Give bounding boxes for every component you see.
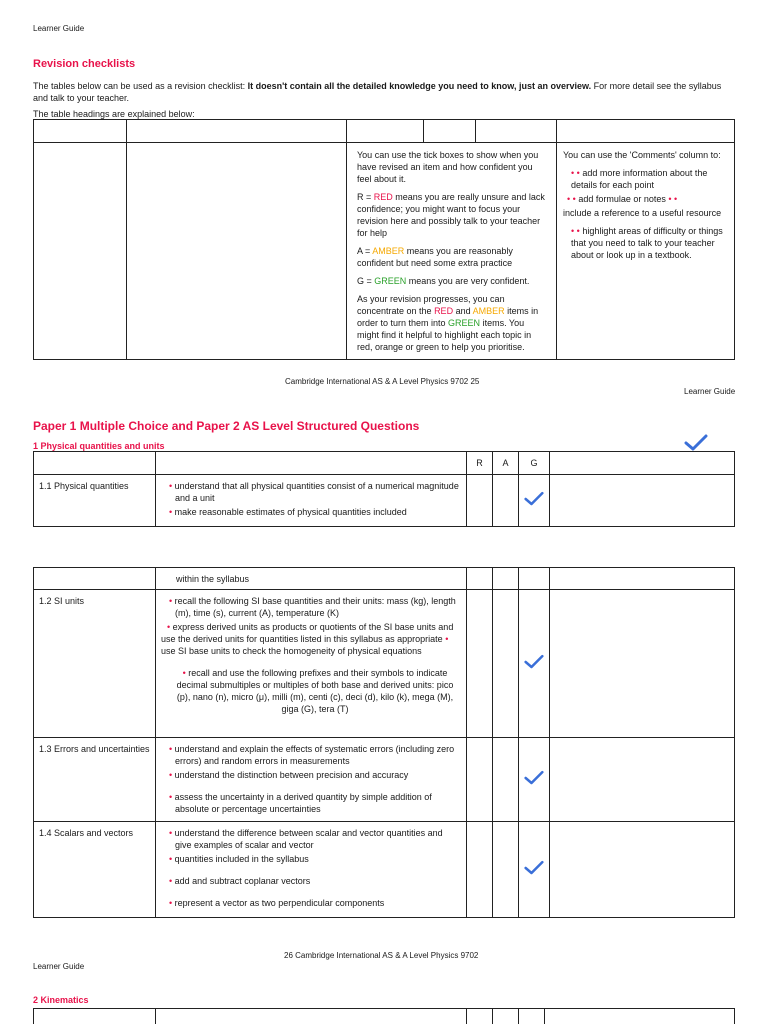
- checklist-table-3: [33, 1008, 735, 1024]
- checklist-table-2: within the syllabus 1.2 SI units • recall the following SI base quantities and their units: mass (kg), length (m), time (s), current (A), temperature (K) • express derived units as products or quotients of the SI base units and use the derived units for quantities listed in this syllabus as appropriate • use SI base units to check the homogeneity of physical equations • recall and use the following prefixes and their symbols to indicate decimal submultiples or multiples of both base and derived units: pico (p), nano (n), micro (μ), milli (m), centi (c), deci (d), kilo (k), mega (M), giga (G), tera (T) 1.3 Errors and uncertainties • understand and explain the effects of systematic errors (including zero errors) and random errors in measurements • understand the distinction between precision and accuracy • assess the uncertainty in a derived quantity by simple addition of absolute or percentage uncertainties 1.4 Scalars and vectors • understand the difference between scalar and vector quantities and give examples of scalar and vector • quantities included in the syllabus • add and subtract coplanar vectors • represent a vector as two perpendicular components: [33, 567, 735, 918]
- section-title-2: 2 Kinematics: [33, 995, 89, 1005]
- topic-1-4: 1.4 Scalars and vectors: [34, 822, 156, 918]
- tick-box-a[interactable]: [493, 475, 519, 527]
- check-icon: [684, 434, 708, 452]
- check-icon: [524, 770, 544, 786]
- headings-line: The table headings are explained below:: [33, 109, 195, 119]
- page-footer: Cambridge International AS & A Level Physics 9702 25: [285, 377, 480, 386]
- revision-title: Revision checklists: [33, 58, 136, 70]
- comments-cell[interactable]: [550, 475, 735, 527]
- explanation-table: You can use the tick boxes to show when you have revised an item and how confident you feel about it. R = RED means you are really unsure and lack confidence; you might want to focus your revision here and possibly talk to your teacher for help A = AMBER means you are reasonably confident but need some extra practice G = GREEN means you are very confident. As your revision progresses, you can concentrate on the RED and AMBER items in order to turn them into GREEN items. You might find it helpful to highlight each topic in red, orange or green to help you prioritise. You can use the 'Comments' column to: • • add more information about the details for each point • • add formulae or notes • • include a reference to a useful resource • • highlight areas of difficulty or things that you need to talk to your teacher about or look up in a textbook.: [33, 119, 735, 360]
- checklist-table-1: R A G 1.1 Physical quantities • understand that all physical quantities consist of a numerical magnitude and a unit • make reasonable estimates of physical quantities included: [33, 451, 735, 527]
- check-icon: [524, 654, 544, 670]
- running-header: Learner Guide: [33, 24, 85, 33]
- topic-1-1: 1.1 Physical quantities: [34, 475, 156, 527]
- topic-1-3: 1.3 Errors and uncertainties: [34, 738, 156, 822]
- topic-1-2: 1.2 SI units: [34, 590, 156, 738]
- section-title-1: 1 Physical quantities and units: [33, 441, 165, 451]
- tick-box-r[interactable]: [467, 475, 493, 527]
- page-header: Learner Guide: [684, 387, 736, 396]
- col-r: R: [467, 452, 493, 475]
- page-footer-2: 26 Cambridge International AS & A Level Physics 9702: [284, 951, 479, 960]
- page-header-3: Learner Guide: [33, 962, 85, 971]
- revision-intro: The tables below can be used as a revision checklist: It doesn't contain all the detailed knowledge you need to know, just an overview. For more detail see the syllabus and talk to your teacher.: [33, 81, 722, 103]
- col-a: A: [493, 452, 519, 475]
- col-g: G: [519, 452, 550, 475]
- tick-box-g[interactable]: [519, 475, 550, 527]
- check-icon: [524, 491, 544, 507]
- paper-title: Paper 1 Multiple Choice and Paper 2 AS Level Structured Questions: [33, 419, 420, 433]
- check-icon: [524, 860, 544, 876]
